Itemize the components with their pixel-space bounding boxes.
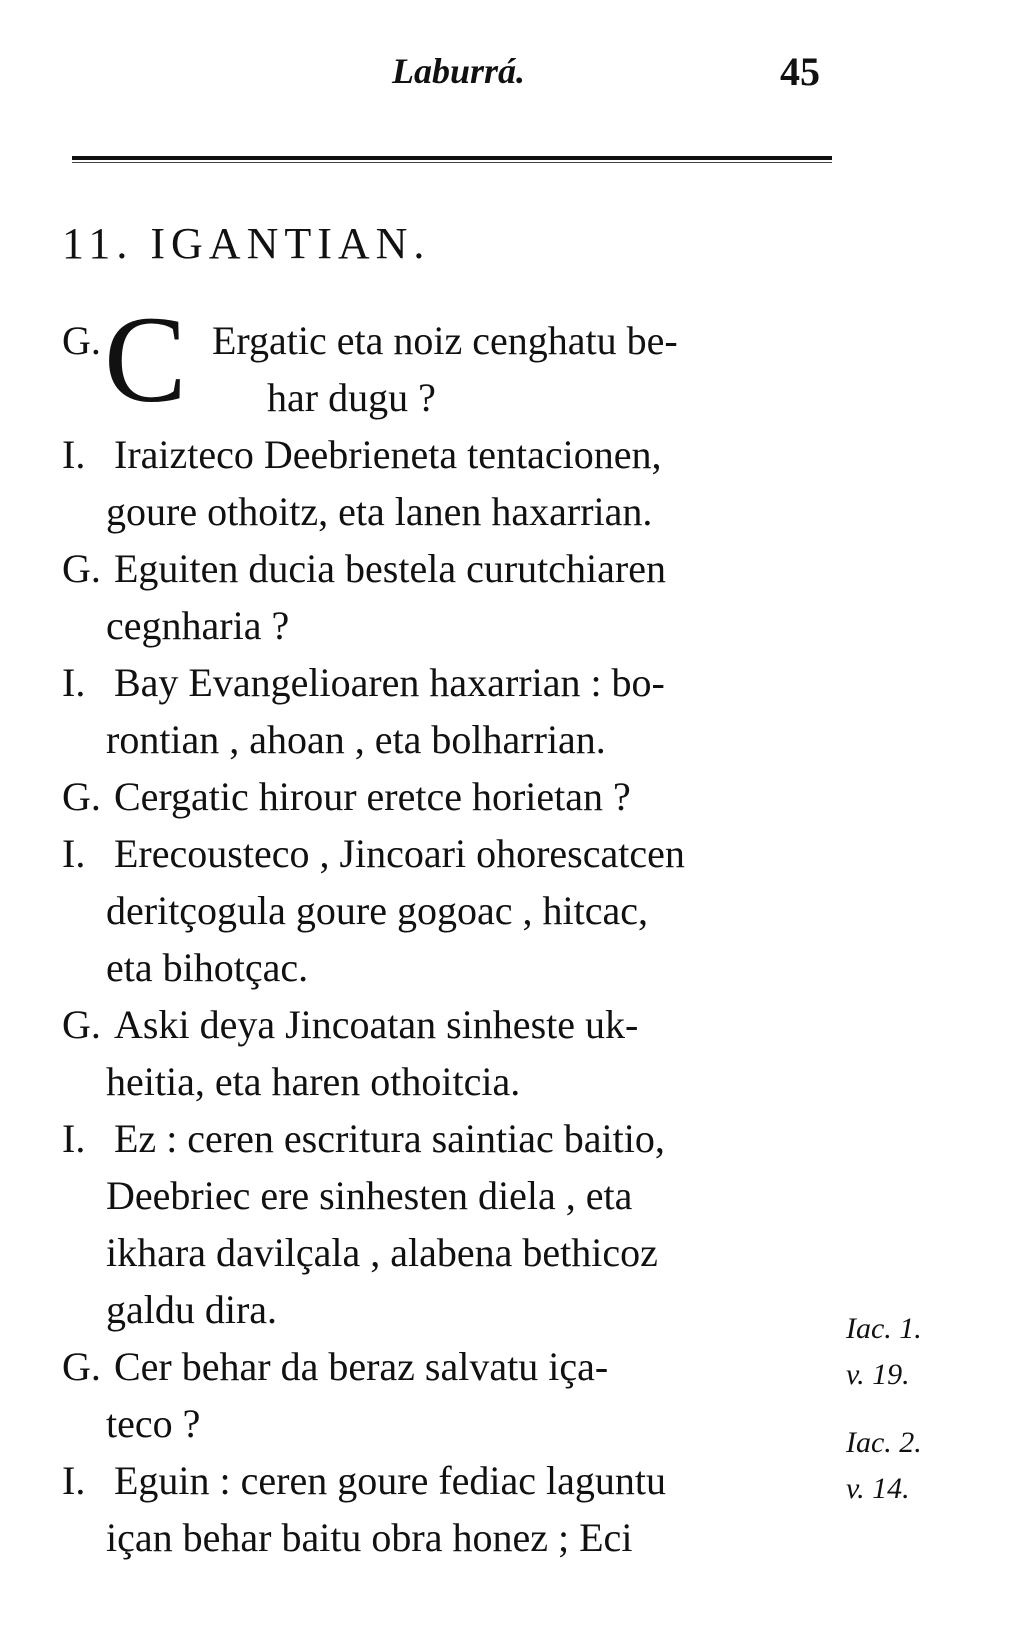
dialogue-text (62, 291, 842, 1566)
text-line: Eguiten ducia bestela curutchiaren (114, 546, 666, 591)
text-line: ikhara davilçala , alabena bethicoz (106, 1230, 658, 1275)
text-line: Iraizteco Deebrieneta tentacionen, (114, 432, 662, 477)
text-line: içan behar baitu obra honez ; Eci (106, 1515, 633, 1560)
text-line: Cer behar da beraz salvatu iça- (114, 1344, 609, 1389)
question-5 (62, 1338, 842, 1452)
text-line: goure othoitz, eta lanen haxarrian. (106, 489, 653, 534)
text-line: Deebriec ere sinhesten diela , eta (106, 1173, 633, 1218)
margin-note-line: Iac. 2. (846, 1426, 922, 1459)
text-line: har dugu ? (267, 375, 436, 420)
page-header (0, 40, 1023, 100)
text-line: cegnharia ? (106, 603, 290, 648)
speaker-label: I. (62, 660, 86, 705)
chapter-heading: 11. IGANTIAN. (62, 219, 431, 268)
drop-cap: C (104, 291, 187, 428)
text-line: Erecousteco , Jincoari ohorescatcen (114, 831, 685, 876)
text-line: Eguin : ceren goure fediac laguntu (114, 1458, 666, 1503)
question-2 (62, 540, 842, 654)
header-rule (72, 156, 832, 163)
page-number: 45 (780, 49, 820, 94)
text-line: Ergatic eta noiz cenghatu be- (212, 318, 678, 363)
margin-note-1 (846, 1312, 922, 1392)
question-1 (62, 291, 842, 428)
speaker-label: G. (62, 546, 101, 591)
speaker-label: G. (62, 1344, 101, 1389)
answer-1 (62, 426, 842, 540)
text-line: eta bihotçac. (106, 945, 309, 990)
margin-note-2 (846, 1426, 922, 1506)
margin-note-line: Iac. 1. (846, 1312, 922, 1345)
question-3 (62, 768, 842, 825)
question-4 (62, 996, 842, 1110)
speaker-label: G. (62, 774, 101, 819)
text-line: Bay Evangelioaren haxarrian : bo- (114, 660, 665, 705)
running-title: Laburrá. (392, 51, 526, 91)
text-line: Aski deya Jincoatan sinheste uk- (114, 1002, 639, 1047)
text-line: Ez : ceren escritura saintiac baitio, (114, 1116, 665, 1161)
margin-note-line: v. 19. (846, 1358, 910, 1391)
text-line: deritçogula goure gogoac , hitcac, (106, 888, 648, 933)
speaker-label: I. (62, 1116, 86, 1161)
speaker-label: I. (62, 1458, 86, 1503)
text-line: heitia, eta haren othoitcia. (106, 1059, 521, 1104)
answer-2 (62, 654, 842, 768)
speaker-label: G. (62, 318, 101, 363)
text-line: Cergatic hirour eretce horietan ? (114, 774, 631, 819)
speaker-label: I. (62, 432, 86, 477)
answer-3 (62, 825, 842, 996)
margin-note-line: v. 14. (846, 1472, 910, 1505)
speaker-label: G. (62, 1002, 101, 1047)
text-line: rontian , ahoan , eta bolharrian. (106, 717, 606, 762)
text-line: teco ? (106, 1401, 201, 1446)
answer-4 (62, 1110, 842, 1338)
answer-5 (62, 1452, 842, 1566)
speaker-label: I. (62, 831, 86, 876)
text-line: galdu dira. (106, 1287, 278, 1332)
